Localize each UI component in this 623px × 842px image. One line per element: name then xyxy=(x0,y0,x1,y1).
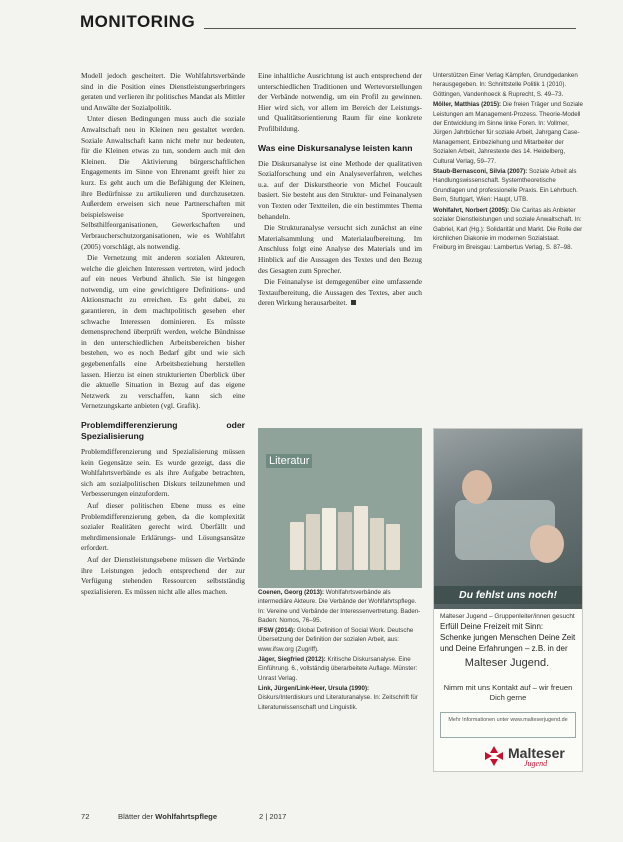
ad-small-text: Malteser Jugend – Gruppenleiter/innen gesucht xyxy=(440,613,575,620)
literature-author: IFSW (2014): xyxy=(258,627,296,635)
reference-entry xyxy=(433,100,583,166)
end-mark-icon xyxy=(351,300,356,305)
journal-name-regular: Blätter der xyxy=(118,812,154,821)
literature-author: Jäger, Siegfried (2012): xyxy=(258,656,326,664)
book-spine xyxy=(290,522,304,570)
reference-text: Soziale Arbeit als Handlungswissenschaft. Systemtheoretische Grundlagen und professionelle Praxis. Ein Lehrbuch. Bern, Stuttgart, Wien: Haupt, UTB. xyxy=(433,168,578,204)
article-column-2 xyxy=(258,71,422,310)
reference-author: Wohlfahrt, Norbert (2005): xyxy=(433,206,510,214)
malteser-logo-name: Malteser xyxy=(508,745,565,761)
paragraph: Modell jedoch gescheitert. Die Wohlfahrtsverbände sind in die Position eines Dienstleistungserbringers geraten und verlieren ihr politisches Mandat als Mittler und Anwälte der Sozialpolitik. xyxy=(81,71,245,112)
paragraph-text: Die Feinanalyse ist demgegenüber eine umfassende Textaufbereitung, die Aussagen des Textes, aber auch deren Wirkung herausarbeitet. xyxy=(258,277,422,308)
paragraph: Problemdifferenzierung und Spezialisierung müssen kein Gegensätze sein. Es wurde gezeigt, dass die Wohlfahrtsverbände es als ihre Aufgabe betrachten, sich am sozialpolitischen Diskurs teilzunehmen und Verbesserungen einzufordern. xyxy=(81,447,245,499)
ad-info-box: Mehr Informationen unter www.malteserjugend.de xyxy=(440,712,576,738)
reference-entry: Unterstützen Einer Verlag Kämpfen, Grundgedanken herausgegeben. In: Schnittstelle Politik 1 (2010). Göttingen, Vandenhoeck & Ruprecht, S. 49–73. xyxy=(433,72,578,98)
paragraph xyxy=(258,277,422,309)
paragraph: Die Strukturanalyse versucht sich zunächst an eine Materialsammlung und Materialaufbereitung. Im Anschluss folgt eine Analyse des Materials und im Hinblick auf die Aussagen des Textes und den Bezug des Gesagten zum Sprecher. xyxy=(258,223,422,275)
paragraph: Unter diesen Bedingungen muss auch die soziale Anwaltschaft neu in Kleinen neu gestaltet werden. Soziale Anwaltschaft kann nicht mehr nur bedeuten, für die Kleinen etwas zu tun, sondern auch mit den Kleinen. Die Aktivierung bürgerschaftlichen Engagements im Sinne von Ehrenamt greift hier zu kurz. Es geht auch um die Befähigung der Kleinen, ihre Bedürfnisse zu artikulieren und durchzusetzen. Außerdem erweisen sich neue Partnerschaften mit beispielsweise Sportvereinen, Selbsthilfeorganisationen, Gewerkschaften und Verbraucherschutzorganisationen, wie es Wohlfahrt (2005) vorschlägt, als notwendig. xyxy=(81,114,245,251)
subheading: Was eine Diskursanalyse leisten kann xyxy=(258,142,413,153)
literature-author: Coenen, Georg (2013): xyxy=(258,589,325,596)
literature-entry xyxy=(258,588,422,625)
reference-text: Die Caritas als Anbieter sozialer Dienstleistungen und soziale Anwaltschaft. In: Gabriel, Karl (Hg.): Solidarität und Markt. Die Rolle der kirchlichen Diakonie im modernen Sozialstaat. Freiburg im Breisgau: Lambertus Verlag, S. 87–98. xyxy=(433,206,583,252)
literature-text: Kritische Diskursanalyse. Eine Einführung. 6., vollständig überarbeitete Auflage. Münster: Unrast Verlag. xyxy=(258,656,418,682)
literature-text: Global Definition of Social Work. Deutsche Übersetzung der Definition der sozialen Arbeit, aus: www.ifsw.org (Zugriff). xyxy=(258,627,414,653)
reference-author: Möller, Matthias (2015): xyxy=(433,101,502,109)
malteser-logo-sub: Jugend xyxy=(524,759,548,768)
reference-entry xyxy=(433,206,583,253)
ad-contact-text: Nimm mit uns Kontakt auf – wir freuen Dich gerne xyxy=(443,683,573,702)
literature-list xyxy=(258,588,422,713)
paragraph: Eine inhaltliche Ausrichtung ist auch entsprechend der unterschiedlichen Traditionen und Wertevorstellungen der Verbände notwendig, um ein Profil zu gewinnen. Hier wird sich, vor allem im Bereich der Leistungs- und Qualitätsorientierung Raum für eine konkrete Profilbildung. xyxy=(258,71,422,133)
journal-name xyxy=(118,812,217,821)
references-column xyxy=(433,71,583,254)
literature-entry xyxy=(258,626,422,654)
books-illustration xyxy=(290,500,400,570)
issue-number: 2 | 2017 xyxy=(259,812,287,821)
literature-label: Literatur xyxy=(266,454,312,468)
paragraph: Auf der Dienstleistungsebene müssen die Verbände ihre Leistungen jedoch entsprechend der zur Verfügung stehenden Ressourcen selbstständig spezialisieren. Es müssen nicht alle alles machen. xyxy=(81,554,245,596)
ad-main-text: Erfüll Deine Freizeit mit Sinn: Schenke jungen Menschen Deine Zeit und Deine Erfahrungen – z.B. in der xyxy=(440,622,576,653)
book-spine xyxy=(354,506,368,570)
reference-text: Die freien Träger und Soziale Leistungen am Management-Prozess. Theorie-Modell der Entwicklung im Sinne linke Foren. In: Vollmer, Jürgen Jahrbücher für soziale Arbeit, Jahrgang Case-Management, Einbeziehung und Mitarbeiter der Sozialen Arbeit, Jahrestexte des 14. Heidelberg, Cultural Verlag, 59–77. xyxy=(433,101,583,165)
paragraph: Die Diskursanalyse ist eine Methode der qualitativen Sozialforschung und ein Analyseverfahren, welches u.a. auf der Diskurstheorie von Michel Foucault basiert. Sie besteht aus den Struktur- und Feinanalysen von Texten oder Textteilen, die ein bestimmtes Thema behandeln. xyxy=(258,158,422,221)
reference-entry xyxy=(433,167,583,205)
section-title: MONITORING xyxy=(80,12,196,31)
header-rule xyxy=(204,28,576,29)
paragraph: Die Vernetzung mit anderen sozialen Akteuren, welche die gleichen Interessen vertreten, wird jedoch auf ein neues Verbund ähnlich. Sie ist hingegen notwendig, um eine gewichtigere Definitions- und Aktionsmacht zu erreichen. Es geht dabei, zu garantieren, in dem machtpolitisch gesehen eher schwache Interessen dominieren. Es müsste demensprechend überprüft werden, welche Bündnisse in den unterschiedlichen Arbeitsbereichen bisher bestehen, wo es noch Bedarf gibt und wie sich gegebenenfalls eine Arbeitsbeziehung herstellen lassen. Hierzu ist einen strukturierten Überblick über die aktuelle Situation in Bezug auf das eigene Netzwerk zu verschaffen, kann sich eine Vernetzungskarte anbieten (vgl. Grafik). xyxy=(81,253,245,411)
literature-text: Wohlfahrtsverbände als intermediäre Akteure. Die Verbände der Wohlfahrtspflege. In: Vereine und Verbände der Interessenvertretung. Baden-Baden: Nomos, 76–95. xyxy=(258,589,421,624)
literature-entry xyxy=(258,655,422,683)
journal-name-bold: Wohlfahrtspflege xyxy=(155,812,218,821)
ad-jugend-heading: Malteser Jugend. xyxy=(464,657,550,669)
book-spine xyxy=(386,524,400,570)
literature-entry xyxy=(258,684,422,712)
reference-author: Staub-Bernasconi, Silvia (2007): xyxy=(433,168,528,176)
woman-photo xyxy=(530,525,564,563)
paragraph: Auf dieser politischen Ebene muss es eine Problemdifferenzierung geben, da die komplexität sozialer Realitäten gerecht wird. Überfällt und mehrdimensionale Erklärungs- und Lösungsansätze erfordert. xyxy=(81,500,245,553)
malteser-logo xyxy=(484,744,579,768)
literature-author: Link, Jürgen/Link-Heer, Ursula (1990): xyxy=(258,684,370,692)
literature-text: Diskurs/Interdiskurs und Literaturanalyse. In: Zeitschrift für Literaturwissenschaft und Linguistik. xyxy=(258,694,418,711)
book-spine xyxy=(370,518,384,570)
child-photo xyxy=(462,470,492,504)
subheading: Problemdifferenzierung oder Spezialisierung xyxy=(81,420,245,441)
ad-banner: Du fehlst uns noch! xyxy=(434,586,582,604)
book-spine xyxy=(322,508,336,570)
article-column-1 xyxy=(81,71,245,598)
ad-body xyxy=(440,612,576,654)
book-spine xyxy=(306,514,320,570)
book-spine xyxy=(338,512,352,570)
page-number: 72 xyxy=(81,812,90,821)
